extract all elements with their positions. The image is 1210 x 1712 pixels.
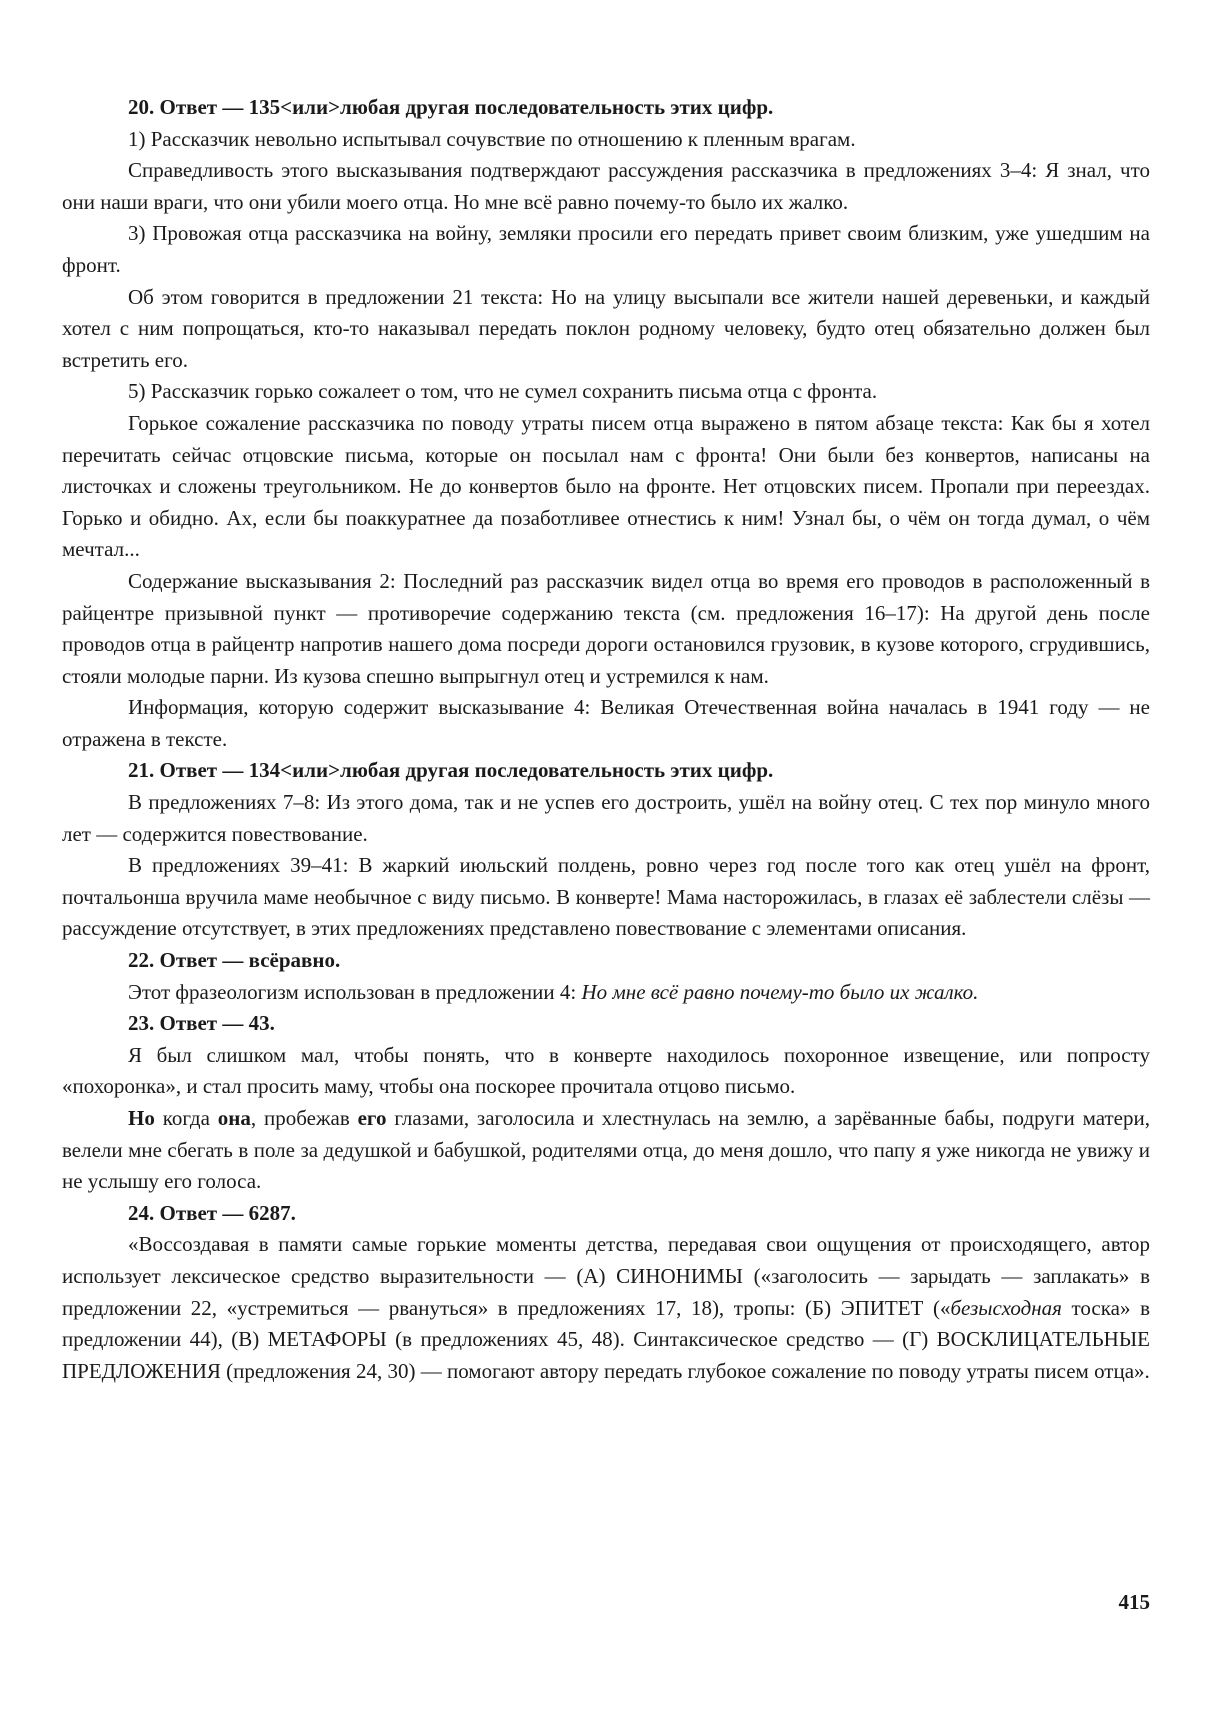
statement-5-explanation: Горькое сожаление рассказчика по поводу утраты писем отца выражено в пятом абзаце текста: Как бы я хотел перечитать сейчас отцовские письма, которые он посылал нам с фронта! Они были без конвертов, написаны на листочках и сложены треугольником. Не до конвертов было на фронте. Нет отцовских писем. Пропали при переездах. Горько и обидно. Ах, если бы поаккуратнее да позаботливее отнестись к ним! Узнал бы, о чём он тогда думал, о чём мечтал... bbox=[62, 410, 1150, 562]
answer-23-paragraph-2 bbox=[62, 1103, 1150, 1198]
answer-22-quote: Но мне всё равно почему-то было их жалко. bbox=[581, 979, 979, 1004]
statement-2-explanation: Содержание высказывания 2: Последний раз рассказчик видел отца во время его проводов в расположенный в райцентре призывной пункт — противоречие содержанию текста (см. предложения 16–17): На другой день после проводов отца в райцентр напротив нашего дома посреди дороги остановился грузовик, в кузове которого, сгрудившись, стояли молодые парни. Из кузова спешно выпрыгнул отец и устремился к нам. bbox=[62, 568, 1150, 688]
answer-23-text-1: когда bbox=[154, 1106, 218, 1130]
statement-1: 1) Рассказчик невольно испытывал сочувствие по отношению к пленным врагам. bbox=[128, 126, 856, 151]
answer-22-heading: 22. Ответ — всёравно. bbox=[128, 948, 341, 973]
answer-22-paragraph bbox=[62, 977, 1150, 1009]
answer-22-lead: Этот фразеологизм использован в предложении 4: bbox=[128, 979, 582, 1004]
highlight-word-ona: она bbox=[217, 1106, 251, 1130]
answer-23-text-3: глазами, заголосила и хлестнулась на землю, а зарёванные бабы, подруги матери, велели мне сбегать в поле за дедушкой и бабушкой, родителями отца, до меня дошло, что папу я уже никогда не увижу и не услышу его голоса. bbox=[62, 1106, 1150, 1194]
answer-23-paragraph-1: Я был слишком мал, чтобы понять, что в конверте находилось похоронное извещение, или попросту «похоронка», и стал просить маму, чтобы она поскорее прочитала отцово письмо. bbox=[62, 1042, 1150, 1099]
statement-4-explanation: Информация, которую содержит высказывание 4: Великая Отечественная война началась в 1941 году — не отражена в тексте. bbox=[62, 695, 1150, 751]
statement-5: 5) Рассказчик горько сожалеет о том, что не сумел сохранить письма отца с фронта. bbox=[128, 379, 878, 404]
page-number: 415 bbox=[1118, 1590, 1150, 1614]
statement-3: 3) Провожая отца рассказчика на войну, земляки просили его передать привет своим близким, уже ушедшим на фронт. bbox=[62, 221, 1150, 277]
answer-24-paragraph bbox=[62, 1229, 1150, 1387]
document-body bbox=[62, 92, 1150, 1387]
highlight-word-ego: его bbox=[357, 1106, 387, 1130]
answer-20-heading: 20. Ответ — 135<или>любая другая последовательность этих цифр. bbox=[128, 95, 774, 119]
answer-21-paragraph-2: В предложениях 39–41: В жаркий июльский полдень, ровно через год после того как отец ушёл на фронт, почтальонша вручила маме необычное с виду письмо. В конверте! Мама насторожилась, в глазах её заблестели слёзы — рассуждение отсутствует, в этих предложениях представлено повествование с элементами описания. bbox=[62, 853, 1150, 941]
statement-3-explanation: Об этом говорится в предложении 21 текста: Но на улицу высыпали все жители нашей деревеньки, и каждый хотел с ним попрощаться, кто-то наказывал передать поклон родному человеку, будто отец обязательно должен был встретить его. bbox=[62, 284, 1150, 372]
answer-23-heading: 23. Ответ — 43. bbox=[128, 1011, 275, 1036]
answer-21-paragraph-1: В предложениях 7–8: Из этого дома, так и не успев его достроить, ушёл на войну отец. С тех пор минуло много лет — содержится повествование. bbox=[62, 790, 1150, 846]
answer-24-heading: 24. Ответ — 6287. bbox=[128, 1200, 296, 1225]
answer-24-text-1: «Воссоздавая в памяти самые горькие моменты детства, передавая свои ощущения от происходящего, автор использует лексическое средство выразительности — (А) СИНОНИМЫ («заголосить — зарыдать — заплакать» в предложении 22, «устремиться — рвануться» в предложениях 17, 18), тропы: (Б) ЭПИТЕТ (« bbox=[62, 1232, 1150, 1320]
highlight-word-no: Но bbox=[128, 1106, 155, 1130]
answer-21-heading: 21. Ответ — 134<или>любая другая последовательность этих цифр. bbox=[128, 758, 774, 783]
answer-24-text-2: тоска» в предложении 44), (В) МЕТАФОРЫ (в предложениях 45, 48). Синтаксическое средство — (Г) ВОСКЛИЦАТЕЛЬНЫЕ ПРЕДЛОЖЕНИЯ (предложения 24, 30) — помогают автору передать глубокое сожаление по поводу утраты писем отца». bbox=[62, 1295, 1150, 1383]
statement-1-explanation: Справедливость этого высказывания подтверждают рассуждения рассказчика в предложениях 3–4: Я знал, что они наши враги, что они убили моего отца. Но мне всё равно почему-то было их жалко. bbox=[62, 158, 1150, 214]
answer-23-text-2: , пробежав bbox=[250, 1106, 358, 1130]
answer-24-italic-epithet: безысходная bbox=[950, 1295, 1062, 1320]
